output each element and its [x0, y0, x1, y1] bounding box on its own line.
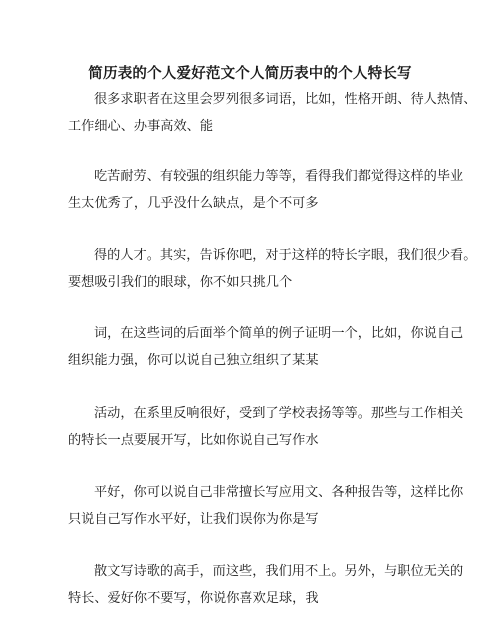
paragraph-line: 散文写诗歌的高手，而这些，我们用不上。另外，与职位无关的 — [94, 564, 464, 579]
paragraph-1 — [68, 86, 477, 140]
paragraph-3 — [68, 242, 477, 296]
paragraph-line: 吃苦耐劳、有较强的组织能力等等，看得我们都觉得这样的毕业 — [94, 169, 464, 184]
paragraph-5 — [68, 400, 464, 454]
paragraph-line: 工作细心、办事高效、能 — [68, 119, 214, 134]
paragraph-line: 得的人才。其实，告诉你吧，对于这样的特长字眼，我们很少看。 — [94, 248, 477, 263]
paragraph-line: 生太优秀了，几乎没什么缺点，是个不可多 — [68, 196, 319, 211]
paragraph-line: 很多求职者在这里会罗列很多词语，比如，性格开朗、待人热情、 — [94, 92, 477, 107]
paragraph-6 — [68, 479, 464, 533]
paragraph-7 — [68, 558, 464, 612]
paragraph-line: 组织能力强，你可以说自己独立组织了某某 — [68, 353, 319, 368]
paragraph-line: 活动，在系里反响很好，受到了学校表扬等等。那些与工作相关 — [94, 406, 464, 421]
paragraph-4 — [68, 320, 464, 374]
paragraph-line: 词，在这些词的后面举个简单的例子证明一个，比如，你说自己 — [94, 326, 464, 341]
paragraph-line: 要想吸引我们的眼球，你不如只挑几个 — [68, 275, 293, 290]
document-title: 简历表的个人爱好范文个人简历表中的个人特长写 — [88, 65, 412, 82]
paragraph-line: 特长、爱好你不要写，你说你喜欢足球，我 — [68, 591, 319, 606]
paragraph-line: 只说自己写作水平好，让我们误你为你是写 — [68, 512, 319, 527]
paragraph-2 — [68, 163, 464, 217]
paragraph-line: 的特长一点要展开写，比如你说自己写作水 — [68, 433, 319, 448]
paragraph-line: 平好，你可以说自己非常擅长写应用文、各种报告等，这样比你 — [94, 485, 464, 500]
